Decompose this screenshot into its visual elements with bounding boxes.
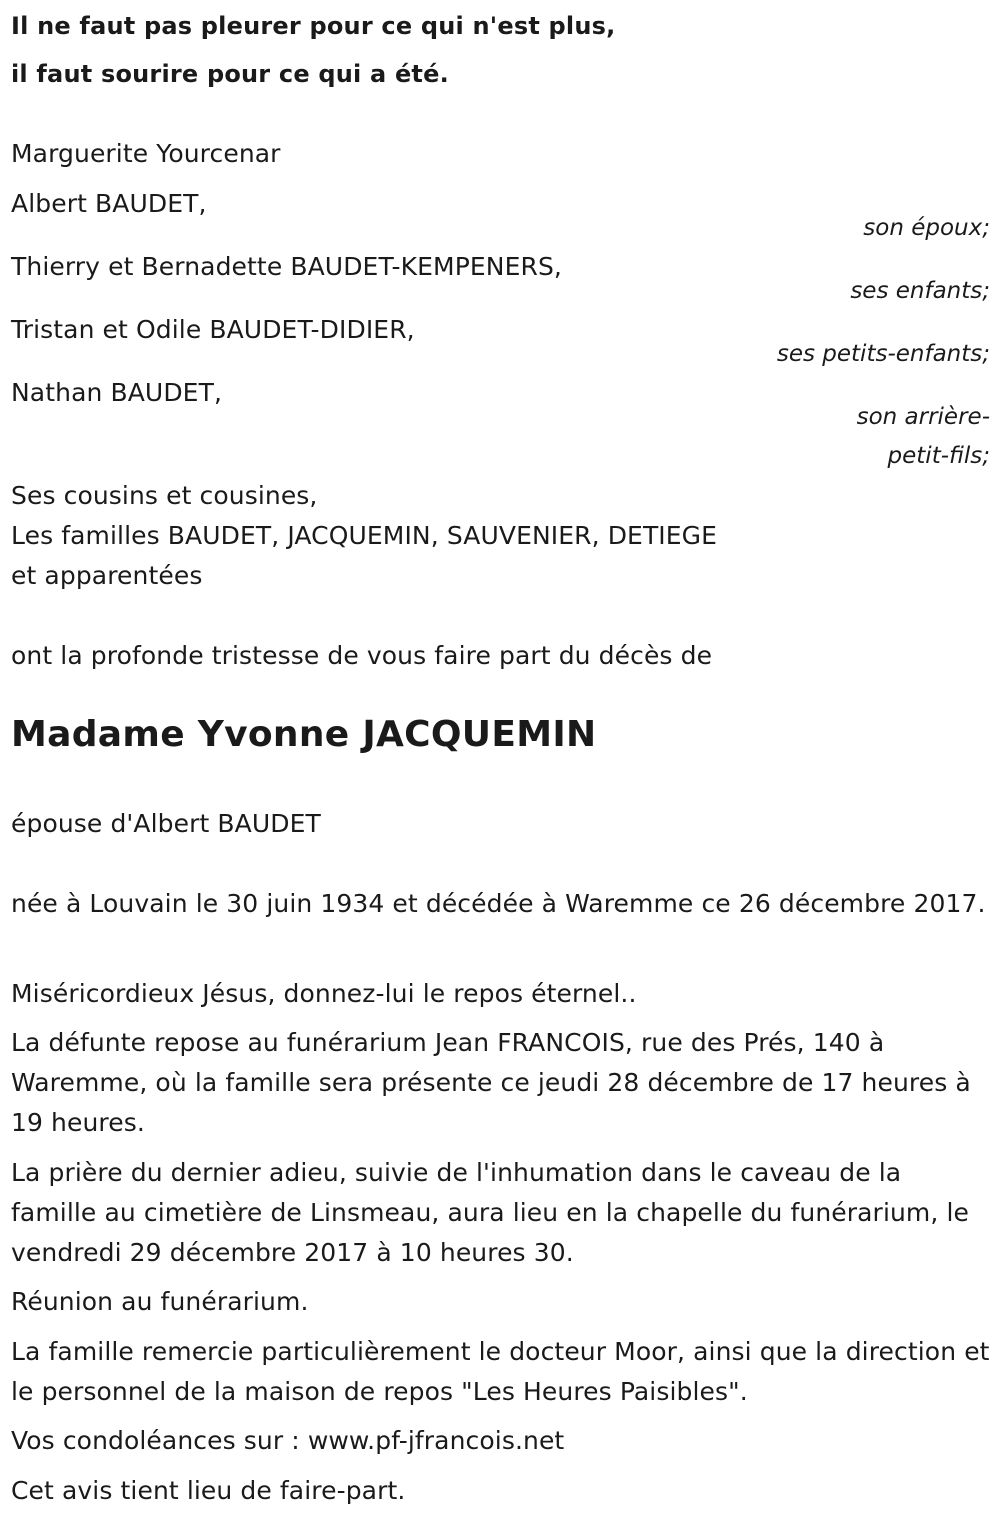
family-member-grandchildren: Tristan et Odile BAUDET-DIDIER, — [11, 315, 415, 344]
relation-grandchildren: ses petits-enfants; — [776, 341, 990, 367]
relation-spouse: son époux; — [863, 215, 990, 241]
paragraph-notice: Cet avis tient lieu de faire-part. — [11, 1476, 406, 1505]
family-member-children: Thierry et Bernadette BAUDET-KEMPENERS, — [11, 252, 562, 281]
quote-line-1: Il ne faut pas pleurer pour ce qui n'est plus, — [11, 12, 616, 40]
paragraph-funeral: La prière du dernier adieu, suivie de l'inhumation dans le caveau de la famille au cimetière de Linsmeau, aura lieu en la chapelle du funérarium, le vendredi 29 décembre 2017 à 10 heures 30. — [11, 1158, 970, 1267]
paragraph-thanks: La famille remercie particulièrement le docteur Moor, ainsi que la direction et le personnel de la maison de repos "Les Heures Paisibles". — [11, 1337, 990, 1406]
extended-family-line-2: Les familles BAUDET, JACQUEMIN, SAUVENIER, DETIEGE — [11, 521, 718, 550]
paragraph-birth-death: née à Louvain le 30 juin 1934 et décédée à Waremme ce 26 décembre 2017. — [11, 889, 986, 918]
deceased-name: Madame Yvonne JACQUEMIN — [11, 714, 597, 755]
quote-line-2: il faut sourire pour ce qui a été. — [11, 60, 449, 88]
relation-children: ses enfants; — [850, 278, 990, 304]
relation-great-grandchild-line-1: son arrière- — [856, 404, 990, 430]
family-member-spouse: Albert BAUDET, — [11, 189, 207, 218]
announcement-text: ont la profonde tristesse de vous faire part du décès de — [11, 641, 713, 670]
extended-family-line-3: et apparentées — [11, 561, 203, 590]
family-member-great-grandchild: Nathan BAUDET, — [11, 378, 222, 407]
paragraph-reception: Réunion au funérarium. — [11, 1287, 309, 1316]
relation-great-grandchild-line-2: petit-fils; — [887, 443, 990, 469]
extended-family-line-1: Ses cousins et cousines, — [11, 481, 318, 510]
paragraph-condolences: Vos condoléances sur : www.pf-jfrancois.net — [11, 1426, 565, 1455]
deceased-spouse: épouse d'Albert BAUDET — [11, 809, 321, 838]
paragraph-prayer: Miséricordieux Jésus, donnez-lui le repos éternel.. — [11, 979, 637, 1008]
paragraph-visitation: La défunte repose au funérarium Jean FRANCOIS, rue des Prés, 140 à Waremme, où la famille sera présente ce jeudi 28 décembre de 17 heures à 19 heures. — [11, 1028, 971, 1137]
quote-author: Marguerite Yourcenar — [11, 139, 281, 168]
